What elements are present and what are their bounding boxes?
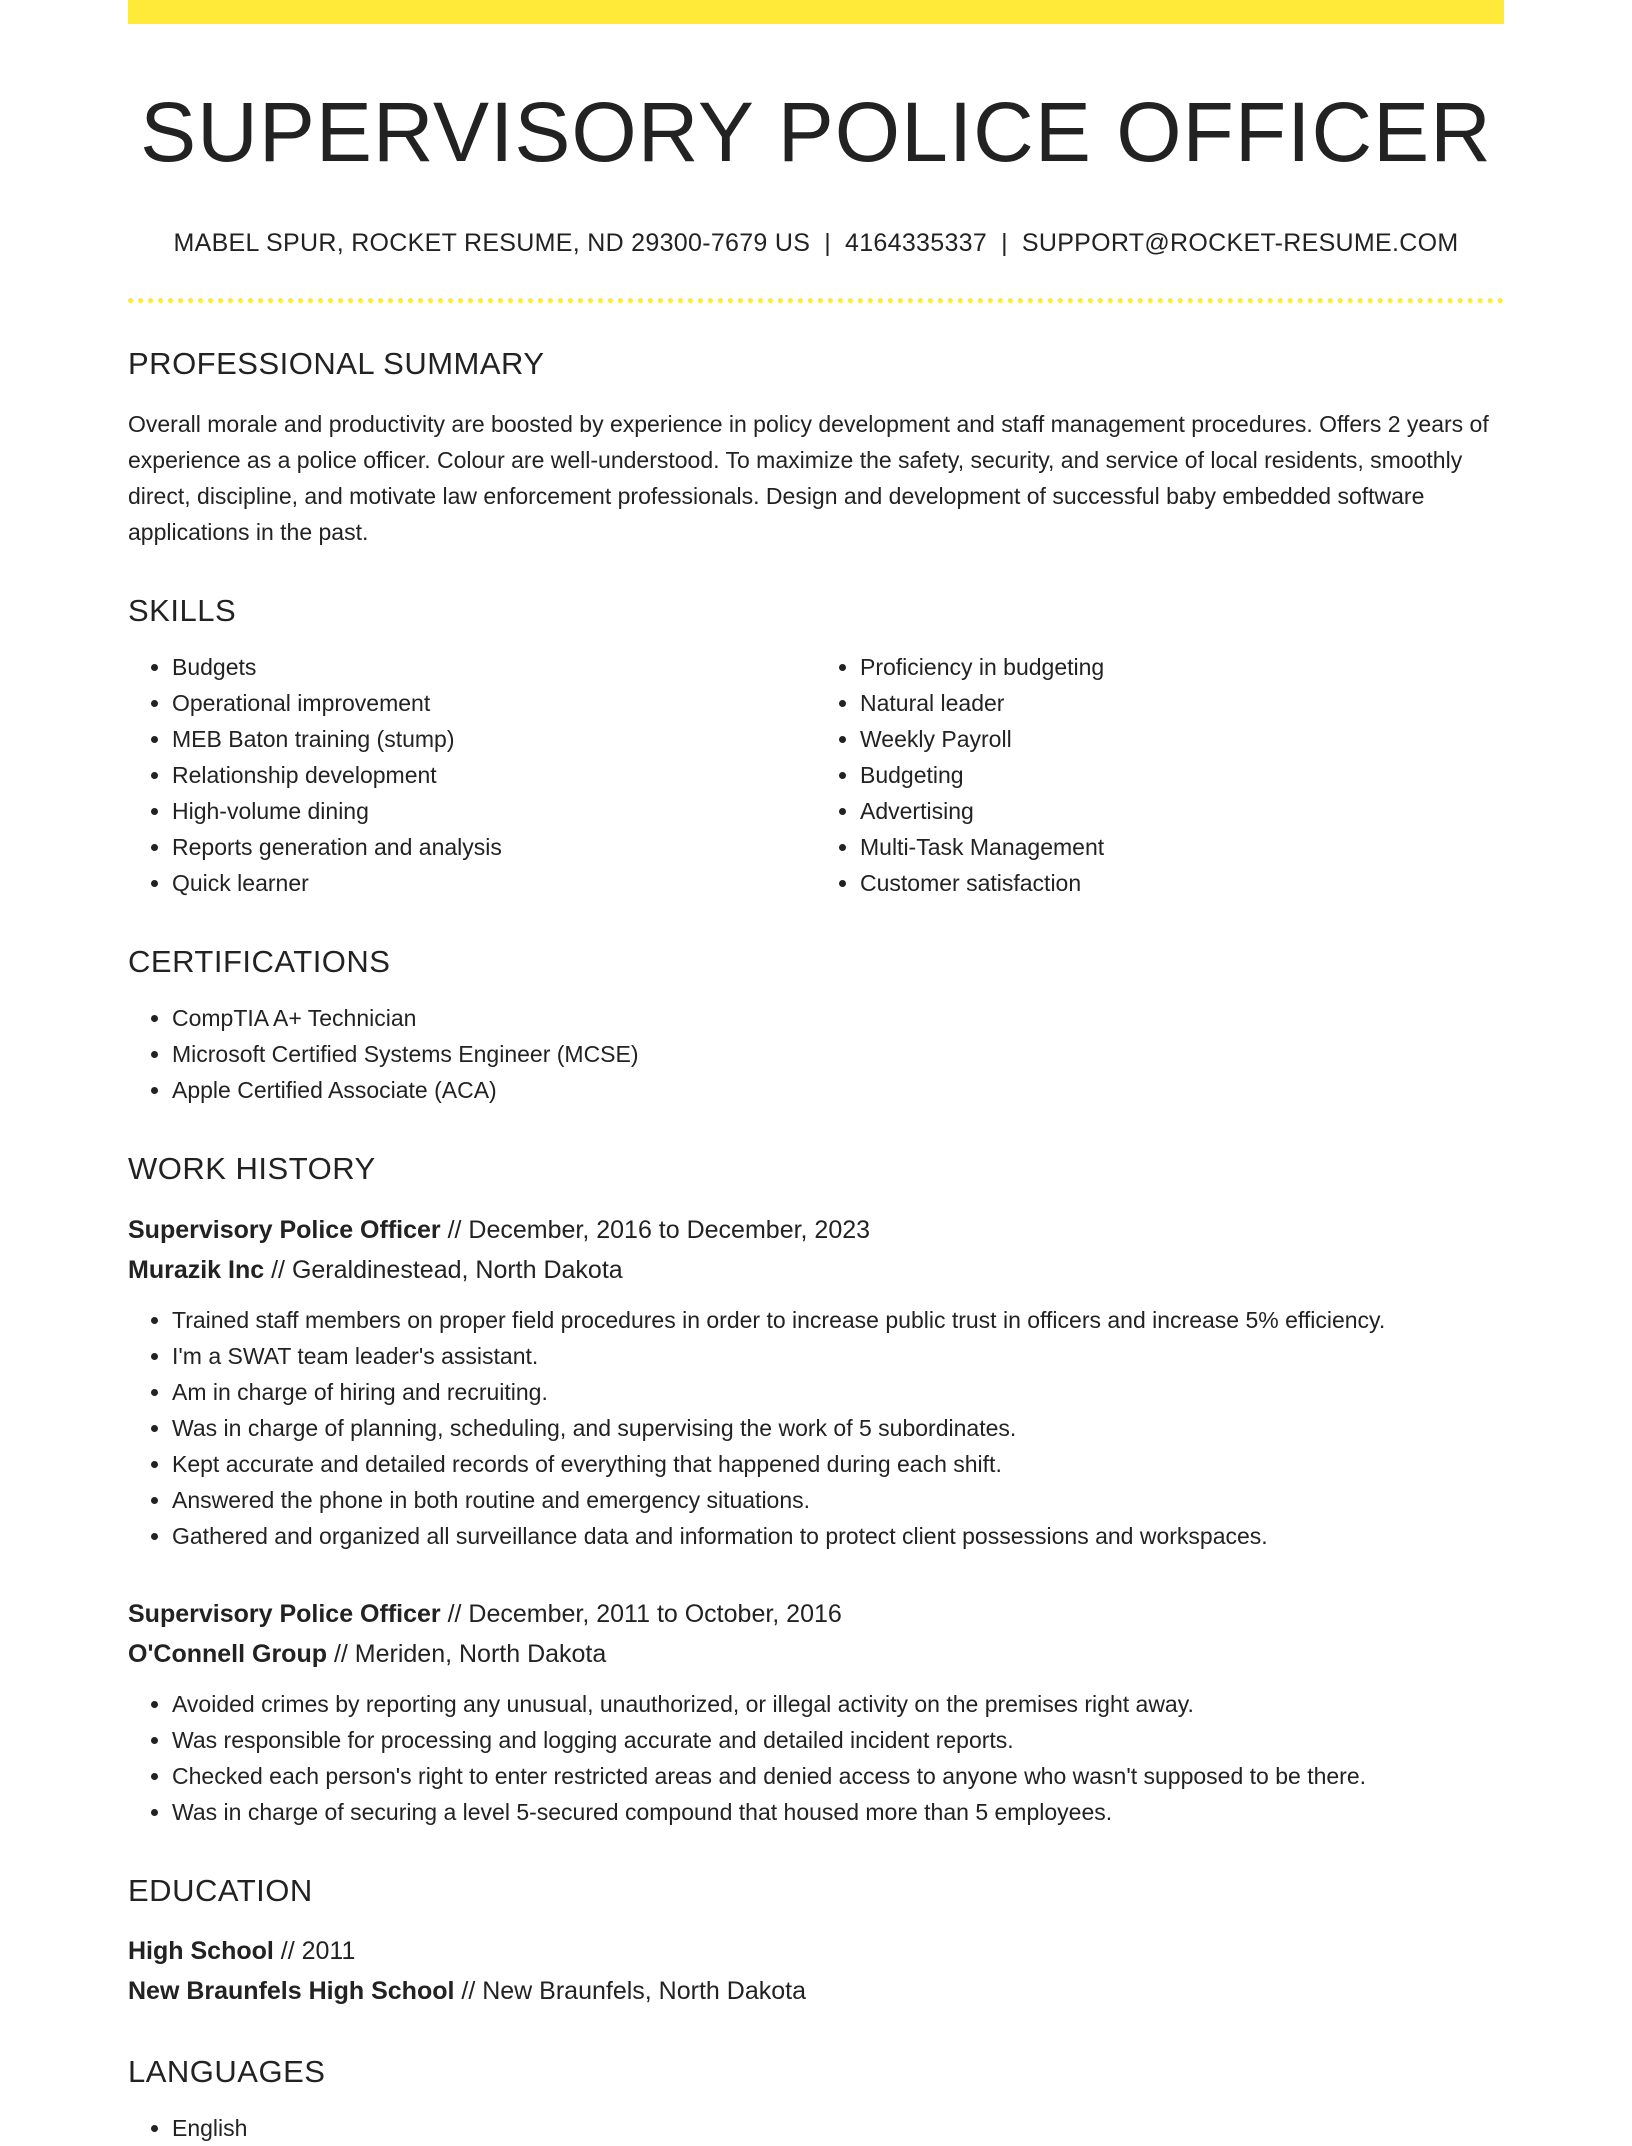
contact-email[interactable]: SUPPORT@ROCKET-RESUME.COM	[1021, 228, 1459, 257]
job-duties-list	[128, 1686, 1504, 1830]
skill-item: • Reports generation and analysis	[172, 829, 816, 865]
work-history-heading: WORK HISTORY	[128, 1151, 376, 1187]
education-degree: High School	[128, 1936, 274, 1965]
job-duty: • Was responsible for processing and logging accurate and detailed incident reports.	[172, 1722, 1504, 1758]
job-duty: • Answered the phone in both routine and emergency situations.	[172, 1482, 1504, 1518]
job-duty: • Am in charge of hiring and recruiting.	[172, 1374, 1504, 1410]
top-accent-bar	[128, 0, 1504, 24]
language-item: • English	[172, 2110, 1504, 2146]
dotted-divider	[128, 298, 1504, 303]
skill-item: • MEB Baton training (stump)	[172, 721, 816, 757]
skill-item: • Customer satisfaction	[860, 865, 1504, 901]
skill-item: • Budgeting	[860, 757, 1504, 793]
skill-item: • Quick learner	[172, 865, 816, 901]
summary-heading: PROFESSIONAL SUMMARY	[128, 345, 545, 381]
skill-item: • Multi-Task Management	[860, 829, 1504, 865]
education-school-line	[128, 1971, 1504, 2011]
skill-item: • Weekly Payroll	[860, 721, 1504, 757]
contact-separator: |	[824, 228, 832, 257]
certification-item: • Apple Certified Associate (ACA)	[172, 1072, 1504, 1108]
certification-item: • Microsoft Certified Systems Engineer (MCSE)	[172, 1036, 1504, 1072]
contact-address: MABEL SPUR, ROCKET RESUME, ND 29300-7679 US	[173, 228, 811, 257]
skills-list-right	[816, 649, 1504, 901]
job-location: // Geraldinestead, North Dakota	[264, 1255, 623, 1284]
skill-item: • Advertising	[860, 793, 1504, 829]
skill-item: • Budgets	[172, 649, 816, 685]
job-position: Supervisory Police Officer	[128, 1599, 441, 1628]
skill-item: • Natural leader	[860, 685, 1504, 721]
job-dates: // December, 2011 to October, 2016	[440, 1599, 842, 1628]
job-dates: // December, 2016 to December, 2023	[440, 1215, 871, 1244]
job-duty: • Checked each person's right to enter restricted areas and denied access to anyone who wasn't supposed to be there.	[172, 1758, 1504, 1794]
summary-text: Overall morale and productivity are boosted by experience in policy development and staff management procedures. Offers 2 years of experience as a police officer. Colour are well-understood. To maximize the safety, security, and service of local residents, smoothly direct, discipline, and motivate law enforcement professionals. Design and development of successful baby embedded software applications in the past.	[128, 410, 1489, 545]
contact-phone: 4164335337	[845, 228, 988, 257]
job-duty: • I'm a SWAT team leader's assistant.	[172, 1338, 1504, 1374]
education-heading: EDUCATION	[128, 1872, 313, 1908]
certifications-list	[128, 1000, 1504, 1108]
job-duty: • Was in charge of planning, scheduling, and supervising the work of 5 subordinates.	[172, 1410, 1504, 1446]
job-duty: • Gathered and organized all surveillance data and information to protect client possessions and workspaces.	[172, 1518, 1504, 1554]
contact-line	[128, 229, 1504, 258]
education-school: New Braunfels High School	[128, 1976, 455, 2005]
certifications-heading: CERTIFICATIONS	[128, 944, 391, 980]
job-company: Murazik Inc	[128, 1255, 265, 1284]
languages-heading: LANGUAGES	[128, 2053, 326, 2089]
certification-item: • CompTIA A+ Technician	[172, 1000, 1504, 1036]
skill-item: • Proficiency in budgeting	[860, 649, 1504, 685]
skill-item: • Operational improvement	[172, 685, 816, 721]
job-entry	[128, 1594, 1504, 1830]
job-duty: • Avoided crimes by reporting any unusual, unauthorized, or illegal activity on the premises right away.	[172, 1686, 1504, 1722]
education-location: // New Braunfels, North Dakota	[454, 1976, 806, 2005]
education-degree-line	[128, 1931, 1504, 1971]
job-position: Supervisory Police Officer	[128, 1215, 441, 1244]
job-duties-list	[128, 1302, 1504, 1554]
skill-item: • High-volume dining	[172, 793, 816, 829]
job-entry	[128, 1210, 1504, 1554]
resume-name: SUPERVISORY POLICE OFFICER	[140, 85, 1492, 179]
skills-grid	[128, 649, 1504, 901]
contact-separator: |	[1001, 228, 1008, 257]
education-year: // 2011	[273, 1936, 356, 1965]
languages-list	[128, 2110, 1504, 2146]
job-company: O'Connell Group	[128, 1639, 327, 1668]
job-location: // Meriden, North Dakota	[327, 1639, 607, 1668]
job-duty: • Trained staff members on proper field procedures in order to increase public trust in officers and increase 5% efficiency.	[172, 1302, 1504, 1338]
skills-list-left	[128, 649, 816, 901]
job-duty: • Kept accurate and detailed records of everything that happened during each shift.	[172, 1446, 1504, 1482]
job-title-line	[128, 1594, 1504, 1634]
skill-item: • Relationship development	[172, 757, 816, 793]
job-company-line	[128, 1634, 1504, 1674]
job-duty: • Was in charge of securing a level 5-secured compound that housed more than 5 employees.	[172, 1794, 1504, 1830]
skills-heading: SKILLS	[128, 592, 237, 628]
job-company-line	[128, 1250, 1504, 1290]
job-title-line	[128, 1210, 1504, 1250]
